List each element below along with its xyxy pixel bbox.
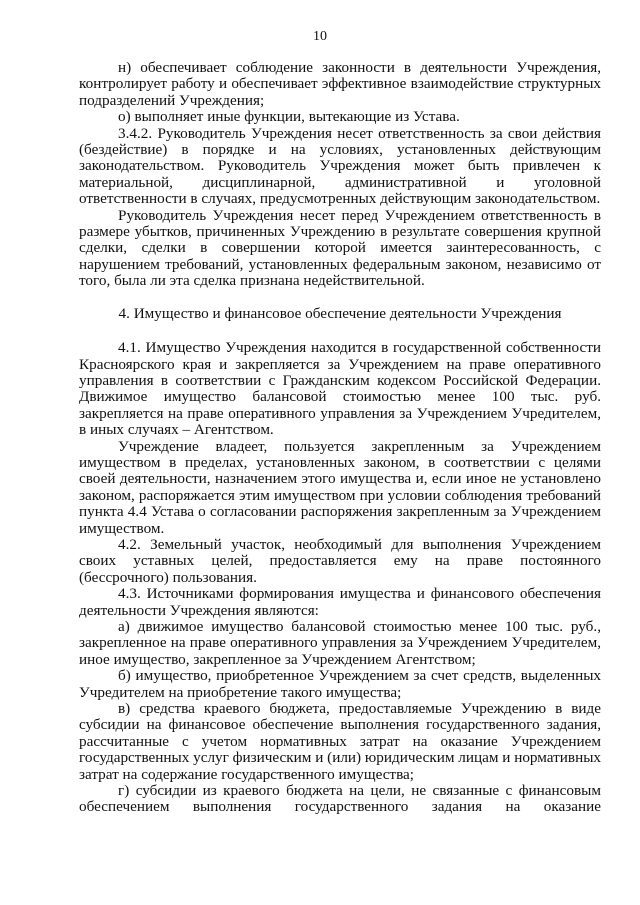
paragraph-4-2: 4.2. Земельный участок, необходимый для выполнения Учреждением своих уставных целей, предоставляется ему на праве постоянного (бессрочного) пользования. — [79, 535, 601, 586]
paragraph-4-3: 4.3. Источниками формирования имущества и финансового обеспечения деятельности Учреждения являются: — [79, 585, 601, 619]
paragraph-o: о) выполняет иные функции, вытекающие из Устава. — [118, 108, 460, 126]
page-number: 10 — [313, 29, 327, 44]
paragraph-3-4-2: 3.4.2. Руководитель Учреждения несет ответственность за свои действия (бездействие) в порядке и на условиях, установленных действующим законодательством. Руководитель Учреждения может быть привлечен к материальной, дисциплинарной, административной и уголовной ответственности в случаях, предусмотренных действующим законодательством. — [79, 124, 601, 208]
paragraph-institution-owns: Учреждение владеет, пользуется закрепленным за Учреждением имуществом в пределах, установленных законом, в соответствии с целями своей деятельности, назначением этого имущества и, если иное не установлено законом, распоряжается этим имуществом при условии соблюдения требований пункта 4.4 Устава о согласовании распоряжения закрепленным за Учреждением имуществом. — [79, 437, 601, 537]
document-body — [79, 60, 601, 816]
paragraph-v: в) средства краевого бюджета, предоставляемые Учреждению в виде субсидии на финансовое обеспечение выполнения государственного задания, рассчитанные с учетом нормативных затрат на оказание Учреждением государственных услуг физическим и (или) юридическим лицам и нормативных затрат на содержание государственного имущества; — [79, 700, 601, 783]
paragraph-g: г) субсидии из краевого бюджета на цели, не связанные с финансовым обеспечением выполнения государственного задания на оказание — [79, 782, 601, 816]
paragraph-a: а) движимое имущество балансовой стоимостью менее 100 тыс. руб., закрепленное на праве оперативного управления за Учреждением Учредителем, иное имущество, закрепленное за Учреждением Агентством; — [79, 618, 601, 668]
section-heading: 4. Имущество и финансовое обеспечение деятельности Учреждения — [118, 304, 562, 322]
paragraph-n: н) обеспечивает соблюдение законности в деятельности Учреждения, контролирует работу и обеспечивает эффективное взаимодействие структурных подразделений Учреждения; — [79, 59, 601, 109]
paragraph-4-1: 4.1. Имущество Учреждения находится в государственной собственности Красноярского края и закрепляется за Учреждением на праве оперативного управления в соответствии с Гражданским кодексом Российской Федерации. Движимое имущество балансовой стоимостью менее 100 тыс. руб. закрепляется на праве оперативного управления за Учреждением Учредителем, в иных случаях – Агентством. — [79, 339, 601, 439]
paragraph-b: б) имущество, приобретенное Учреждением за счет средств, выделенных Учредителем на приобретение такого имущества; — [79, 667, 601, 701]
paragraph-director-liability: Руководитель Учреждения несет перед Учреждением ответственность в размере убытков, причиненных Учреждению в результате совершения крупной сделки, сделки в совершении которой имеется заинтересованность, с нарушением требований, установленных федеральным законом, независимо от того, была ли эта сделка признана недействительной. — [79, 206, 601, 290]
